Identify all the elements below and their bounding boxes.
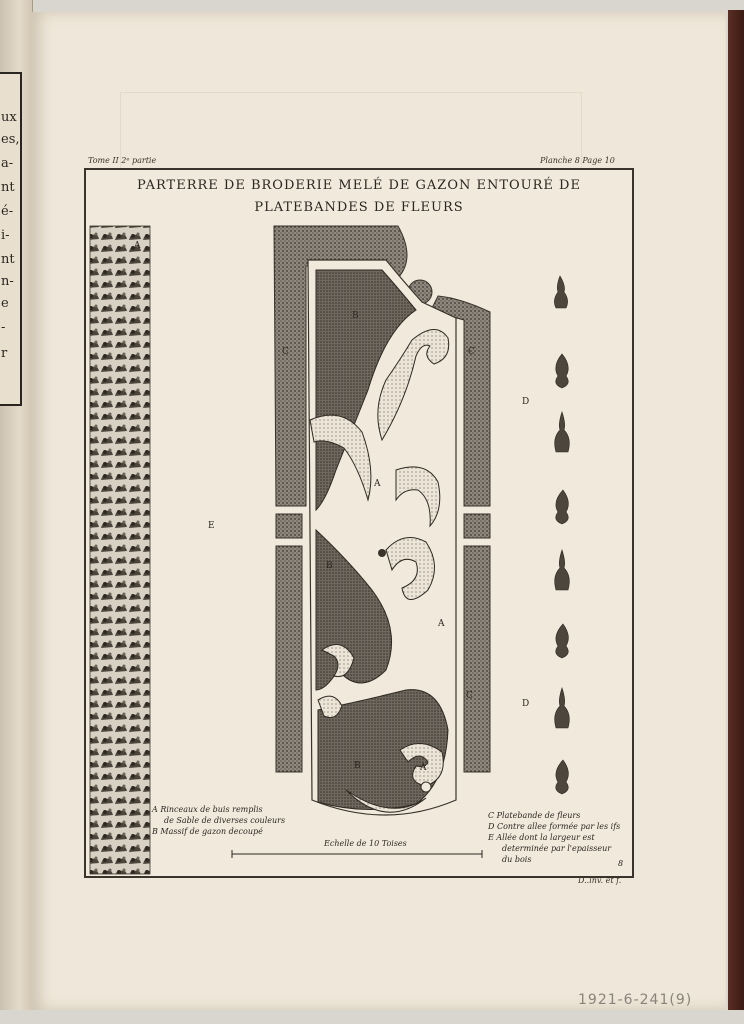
legend-right-line: determinée par l'epaisseur	[502, 844, 612, 853]
ornament-dot	[378, 549, 386, 557]
plate-title-line-2: PLATEBANDES DE FLEURS	[254, 200, 464, 215]
parterre-drawing	[86, 170, 632, 876]
platebande-left-mid	[276, 514, 302, 538]
platebande-right-mid	[464, 514, 490, 538]
fragment: nt	[1, 252, 15, 267]
legend-left-line: B Massif de gazon decoupé	[152, 827, 263, 836]
letter-a-wood: A	[134, 241, 141, 251]
legend-left	[152, 804, 285, 837]
platebande-left-bottom	[276, 546, 302, 772]
platebande-right-bottom	[464, 546, 490, 772]
header-plate-page: Planche 8 Page 10	[540, 156, 615, 165]
fragment: a-	[1, 156, 14, 171]
book-spine	[728, 10, 744, 1010]
letter-c-lower: C	[466, 691, 473, 701]
letter-c-left: C	[282, 347, 289, 357]
fragment: es,	[1, 132, 20, 147]
letter-e: E	[208, 521, 215, 531]
fragment: i-	[1, 228, 10, 243]
fragment: e	[1, 296, 9, 311]
letter-a-lower: A	[438, 619, 445, 629]
legend-right-line: D Contre allee formée par les ifs	[488, 822, 621, 831]
letter-d-upper: D	[522, 397, 530, 407]
accession-number: 1921-6-241(9)	[578, 992, 693, 1008]
legend-left-line: A Rinceaux de buis remplis	[152, 805, 263, 814]
plate-title-line-1: PARTERRE DE BRODERIE MELÉ DE GAZON ENTOURÉ DE	[137, 178, 581, 193]
engraved-plate	[84, 168, 634, 878]
ornament-ring	[421, 782, 431, 792]
letter-b-middle: B	[326, 561, 333, 571]
header-volume: Tome II 2ᵉ partie	[88, 156, 157, 165]
letter-b-lower: B	[354, 761, 361, 771]
letter-b-upper: B	[352, 311, 359, 321]
legend-right-line: E Allée dont la largeur est	[488, 833, 595, 842]
fragment: é-	[1, 204, 14, 219]
fragment: r	[1, 346, 8, 361]
scale-label: Echelle de 10 Toises	[324, 839, 407, 848]
letter-c-right: C	[468, 347, 475, 357]
yew-topiaries	[554, 276, 569, 794]
legend-right-line: du bois	[502, 855, 532, 864]
letter-a-scroll: A	[420, 763, 427, 773]
letter-d-lower: D	[522, 699, 530, 709]
fragment: nt	[1, 180, 15, 195]
legend-right-line: C Platebande de fleurs	[488, 811, 581, 820]
legend-left-line: de Sable de diverses couleurs	[164, 816, 286, 825]
plate-number: 8	[618, 859, 624, 868]
bosquet-wood	[90, 226, 150, 874]
legend-right	[488, 810, 620, 865]
fragment: n-	[1, 274, 14, 289]
engraver-signature: D..inv. et f.	[578, 876, 622, 885]
fragment: -	[1, 320, 6, 335]
facing-page-text-fragments	[0, 72, 22, 406]
fragment: ux	[1, 110, 17, 125]
letter-a-center: A	[374, 479, 381, 489]
